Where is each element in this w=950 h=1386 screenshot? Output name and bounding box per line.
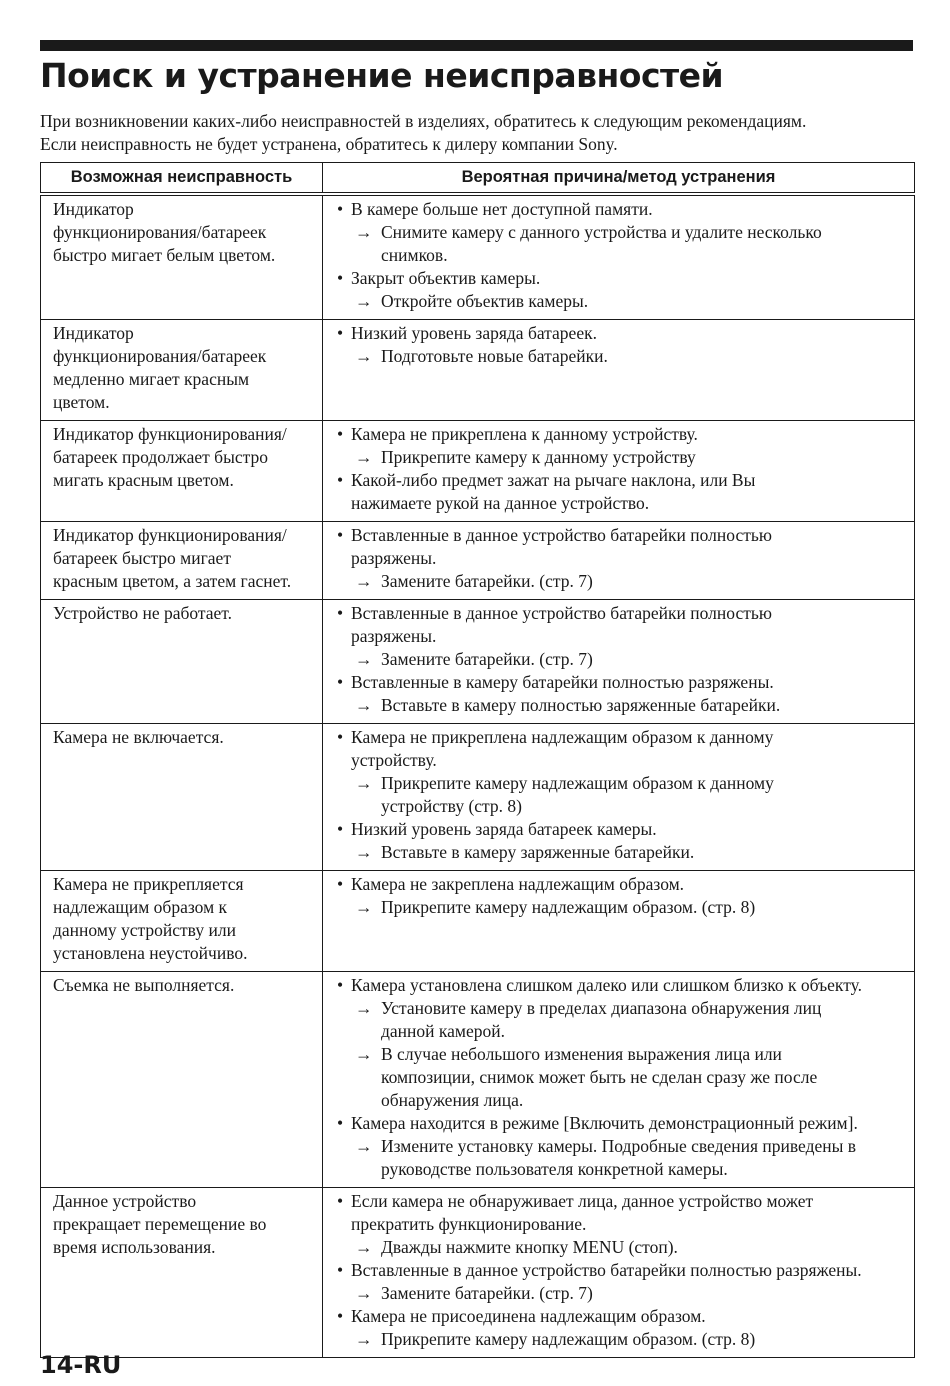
- intro-paragraph: [40, 110, 920, 155]
- arrow-right-icon: →: [355, 222, 373, 242]
- cause-line: • Камера не закреплена надлежащим образом.: [351, 874, 685, 894]
- table-body: [41, 194, 915, 1358]
- symptom-line: Индикатор функционирования/: [53, 525, 287, 545]
- remedy-item: [335, 570, 906, 593]
- remedy-item: [335, 772, 906, 818]
- remedy-item: [335, 1328, 906, 1351]
- cause-remedy-cell: [323, 972, 915, 1188]
- arrow-right-icon: →: [355, 897, 373, 917]
- cause-line: • Камера находится в режиме [Включить демонстрационный режим].: [351, 1113, 858, 1133]
- remedy-line: Прикрепите камеру надлежащим образом к данному: [381, 773, 774, 793]
- arrow-right-icon: →: [355, 346, 373, 366]
- arrow-right-icon: →: [355, 842, 373, 862]
- cause-line: • Камера не прикреплена к данному устройству.: [351, 424, 698, 444]
- cause-item: [335, 322, 906, 345]
- remedy-line: Замените батарейки. (стр. 7): [381, 571, 593, 591]
- cause-line: • Вставленные в камеру батарейки полностью разряжены.: [351, 672, 774, 692]
- cause-line: • Какой-либо предмет зажат на рычаге наклона, или Вы: [351, 470, 756, 490]
- intro-line: При возникновении каких-либо неисправностей в изделиях, обратитесь к следующим рекомендациям.: [40, 111, 807, 131]
- arrow-right-icon: →: [355, 1329, 373, 1349]
- remedy-line: композиции, снимок может быть не сделан сразу же после: [381, 1067, 818, 1087]
- cause-item: [335, 1190, 906, 1236]
- remedy-item: [335, 1043, 906, 1112]
- cause-item: [335, 1259, 906, 1282]
- arrow-right-icon: →: [355, 1136, 373, 1156]
- symptom-line: батареек продолжает быстро: [53, 447, 268, 467]
- symptom-line: Данное устройство: [53, 1191, 197, 1211]
- table-row: [41, 600, 915, 724]
- remedy-line: Измените установку камеры. Подробные сведения приведены в: [381, 1136, 857, 1156]
- remedy-line: В случае небольшого изменения выражения лица или: [381, 1044, 782, 1064]
- remedy-line: Дважды нажмите кнопку MENU (стоп).: [381, 1237, 678, 1257]
- cause-item: [335, 1305, 906, 1328]
- table-row: [41, 320, 915, 421]
- cause-line: • В камере больше нет доступной памяти.: [351, 199, 653, 219]
- cause-line: • Камера не прикреплена надлежащим образом к данному: [351, 727, 774, 747]
- remedy-line: обнаружения лица.: [381, 1090, 524, 1110]
- page-number: 14-RU: [40, 1351, 122, 1379]
- table-header-row: [41, 163, 915, 195]
- top-rule: [40, 40, 913, 51]
- symptom-line: батареек быстро мигает: [53, 548, 231, 568]
- cause-item: [335, 423, 906, 446]
- remedy-line: Откройте объектив камеры.: [381, 291, 589, 311]
- cause-remedy-cell: [323, 871, 915, 972]
- table-row: [41, 522, 915, 600]
- arrow-right-icon: →: [355, 1283, 373, 1303]
- symptom-line: Индикатор функционирования/: [53, 424, 287, 444]
- symptom-line: функционирования/батареек: [53, 222, 267, 242]
- cause-item: [335, 1112, 906, 1135]
- symptom-line: Индикатор: [53, 323, 134, 343]
- cause-line: • Вставленные в данное устройство батарейки полностью: [351, 525, 772, 545]
- remedy-item: [335, 1282, 906, 1305]
- remedy-line: Вставьте в камеру заряженные батарейки.: [381, 842, 695, 862]
- symptom-line: прекращает перемещение во: [53, 1214, 267, 1234]
- table-row: [41, 972, 915, 1188]
- symptom-line: красным цветом, а затем гаснет.: [53, 571, 292, 591]
- cause-item: [335, 818, 906, 841]
- cause-item: [335, 873, 906, 896]
- cause-line: • Вставленные в данное устройство батарейки полностью: [351, 603, 772, 623]
- cause-line: • Низкий уровень заряда батареек.: [351, 323, 597, 343]
- remedy-item: [335, 446, 906, 469]
- cause-line: • Закрыт объектив камеры.: [351, 268, 541, 288]
- cause-line: • Камера установлена слишком далеко или слишком близко к объекту.: [351, 975, 862, 995]
- remedy-line: Установите камеру в пределах диапазона обнаружения лиц: [381, 998, 822, 1018]
- cause-remedy-cell: [323, 522, 915, 600]
- cause-item: [335, 602, 906, 648]
- remedy-item: [335, 1236, 906, 1259]
- cause-item: [335, 726, 906, 772]
- symptom-cell: [41, 522, 323, 600]
- cause-line: • Камера не присоединена надлежащим образом.: [351, 1306, 706, 1326]
- arrow-right-icon: →: [355, 1237, 373, 1257]
- arrow-right-icon: →: [355, 571, 373, 591]
- remedy-line: Прикрепите камеру к данному устройству: [381, 447, 696, 467]
- cause-remedy-cell: [323, 194, 915, 320]
- cause-line: разряжены.: [351, 626, 437, 646]
- arrow-right-icon: →: [355, 1044, 373, 1064]
- symptom-cell: [41, 972, 323, 1188]
- symptom-cell: [41, 871, 323, 972]
- cause-line: • Если камера не обнаруживает лица, данное устройство может: [351, 1191, 814, 1211]
- symptom-cell: [41, 1188, 323, 1358]
- arrow-right-icon: →: [355, 998, 373, 1018]
- symptom-line: время использования.: [53, 1237, 216, 1257]
- cause-line: устройству.: [351, 750, 437, 770]
- remedy-item: [335, 694, 906, 717]
- header-symptom: Возможная неисправность: [41, 163, 323, 195]
- symptom-line: Камера не прикрепляется: [53, 874, 244, 894]
- table-row: [41, 871, 915, 972]
- symptom-line: функционирования/батареек: [53, 346, 267, 366]
- cause-item: [335, 671, 906, 694]
- cause-item: [335, 974, 906, 997]
- cause-remedy-cell: [323, 421, 915, 522]
- remedy-item: [335, 290, 906, 313]
- symptom-cell: [41, 724, 323, 871]
- symptom-line: установлена неустойчиво.: [53, 943, 248, 963]
- cause-item: [335, 524, 906, 570]
- symptom-line: цветом.: [53, 392, 110, 412]
- cause-line: прекратить функционирование.: [351, 1214, 587, 1234]
- remedy-line: Прикрепите камеру надлежащим образом. (стр. 8): [381, 1329, 756, 1349]
- symptom-line: мигать красным цветом.: [53, 470, 234, 490]
- symptom-cell: [41, 194, 323, 320]
- symptom-line: Индикатор: [53, 199, 134, 219]
- remedy-line: Прикрепите камеру надлежащим образом. (стр. 8): [381, 897, 756, 917]
- symptom-line: данному устройству или: [53, 920, 236, 940]
- remedy-line: данной камерой.: [381, 1021, 505, 1041]
- remedy-item: [335, 345, 906, 368]
- arrow-right-icon: →: [355, 773, 373, 793]
- remedy-item: [335, 221, 906, 267]
- arrow-right-icon: →: [355, 649, 373, 669]
- cause-line: разряжены.: [351, 548, 437, 568]
- remedy-line: устройству (стр. 8): [381, 796, 522, 816]
- symptom-line: быстро мигает белым цветом.: [53, 245, 276, 265]
- intro-line: Если неисправность не будет устранена, обратитесь к дилеру компании Sony.: [40, 133, 618, 154]
- table-row: [41, 724, 915, 871]
- header-cause-remedy: Вероятная причина/метод устранения: [323, 163, 915, 195]
- table-row: [41, 194, 915, 320]
- remedy-line: Вставьте в камеру полностью заряженные батарейки.: [381, 695, 781, 715]
- cause-item: [335, 198, 906, 221]
- cause-item: [335, 469, 906, 515]
- cause-line: • Низкий уровень заряда батареек камеры.: [351, 819, 657, 839]
- troubleshooting-table: [40, 162, 915, 1358]
- arrow-right-icon: →: [355, 447, 373, 467]
- remedy-line: Замените батарейки. (стр. 7): [381, 1283, 593, 1303]
- symptom-cell: [41, 320, 323, 421]
- arrow-right-icon: →: [355, 695, 373, 715]
- symptom-line: Устройство не работает.: [53, 603, 233, 623]
- remedy-line: Снимите камеру с данного устройства и удалите несколько: [381, 222, 822, 242]
- remedy-item: [335, 1135, 906, 1181]
- cause-remedy-cell: [323, 724, 915, 871]
- remedy-item: [335, 896, 906, 919]
- cause-line: нажимаете рукой на данное устройство.: [351, 493, 650, 513]
- cause-item: [335, 267, 906, 290]
- arrow-right-icon: →: [355, 291, 373, 311]
- table-row: [41, 421, 915, 522]
- symptom-line: медленно мигает красным: [53, 369, 250, 389]
- cause-remedy-cell: [323, 1188, 915, 1358]
- remedy-item: [335, 841, 906, 864]
- remedy-line: Подготовьте новые батарейки.: [381, 346, 608, 366]
- remedy-item: [335, 648, 906, 671]
- symptom-cell: [41, 600, 323, 724]
- cause-remedy-cell: [323, 320, 915, 421]
- cause-remedy-cell: [323, 600, 915, 724]
- table-row: [41, 1188, 915, 1358]
- page-title: Поиск и устранение неисправностей: [40, 56, 724, 95]
- remedy-line: снимков.: [381, 245, 448, 265]
- symptom-line: Съемка не выполняется.: [53, 975, 235, 995]
- cause-line: • Вставленные в данное устройство батарейки полностью разряжены.: [351, 1260, 862, 1280]
- remedy-line: Замените батарейки. (стр. 7): [381, 649, 593, 669]
- remedy-line: руководстве пользователя конкретной камеры.: [381, 1159, 728, 1179]
- remedy-item: [335, 997, 906, 1043]
- symptom-line: Камера не включается.: [53, 727, 224, 747]
- symptom-line: надлежащим образом к: [53, 897, 228, 917]
- symptom-cell: [41, 421, 323, 522]
